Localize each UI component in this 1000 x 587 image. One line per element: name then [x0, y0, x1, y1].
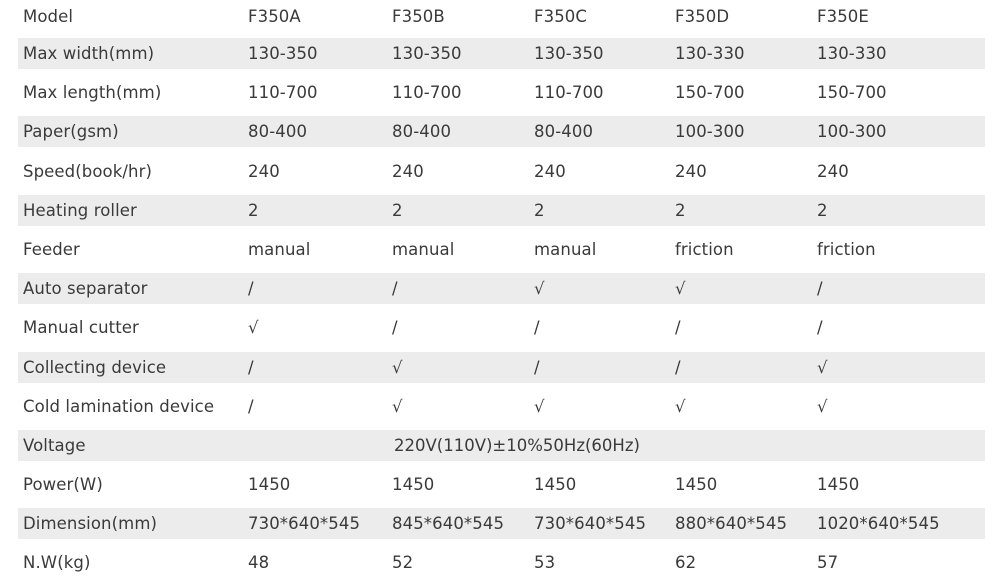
table-cell: 130-330 [675, 44, 745, 63]
row-label: Speed(book/hr) [23, 161, 153, 181]
table-cell: 150-700 [675, 83, 745, 103]
header-model-f350a: F350A [248, 7, 301, 26]
table-cell: 240 [534, 161, 566, 181]
table-row-feeder [18, 234, 985, 265]
table-row-collecting-device [18, 352, 985, 383]
table-cell: 80-400 [392, 122, 452, 142]
table-cell: friction [675, 239, 734, 259]
table-row-net-weight [18, 547, 985, 578]
table-cell: √ [675, 396, 686, 416]
spec-table [18, 0, 985, 587]
table-cell: 110-700 [248, 83, 318, 103]
row-label: Max width(mm) [23, 44, 155, 63]
table-cell: √ [817, 396, 828, 416]
table-cell: manual [534, 239, 597, 259]
table-cell: 845*640*545 [392, 514, 505, 534]
table-row-voltage [18, 430, 985, 461]
table-cell: 130-350 [534, 44, 604, 63]
row-label: Voltage [23, 435, 86, 455]
table-cell: 100-300 [817, 122, 887, 142]
table-cell: 48 [248, 553, 270, 573]
table-cell: 2 [248, 200, 259, 220]
table-cell: 80-400 [248, 122, 308, 142]
table-cell: / [534, 357, 540, 377]
table-cell: 1450 [248, 475, 291, 495]
table-cell: 2 [675, 200, 686, 220]
table-cell: manual [392, 239, 455, 259]
header-model-f350e: F350E [817, 7, 869, 26]
table-cell: 110-700 [534, 83, 604, 103]
table-cell: / [248, 396, 254, 416]
table-header-row [18, 0, 985, 33]
table-cell-voltage-span: 220V(110V)±10%50Hz(60Hz) [394, 435, 640, 455]
header-label: Model [23, 7, 74, 26]
table-cell: 100-300 [675, 122, 745, 142]
table-row-heating-roller [18, 195, 985, 226]
table-cell: 240 [817, 161, 849, 181]
table-cell: 1450 [534, 475, 577, 495]
table-cell: / [392, 318, 398, 338]
table-cell: 1020*640*545 [817, 514, 940, 534]
row-label: Feeder [23, 239, 80, 259]
table-cell: 53 [534, 553, 556, 573]
table-cell: 1450 [675, 475, 718, 495]
table-cell: 2 [534, 200, 545, 220]
table-cell: 240 [675, 161, 707, 181]
table-cell: 110-700 [392, 83, 462, 103]
table-cell: 1450 [392, 475, 435, 495]
table-cell: / [817, 318, 823, 338]
table-cell: 62 [675, 553, 697, 573]
table-cell: √ [392, 396, 403, 416]
row-label: Manual cutter [23, 318, 139, 338]
table-cell: / [248, 357, 254, 377]
table-cell: 240 [248, 161, 280, 181]
row-label: Cold lamination device [23, 396, 215, 416]
row-label: Dimension(mm) [23, 514, 158, 534]
table-cell: 730*640*545 [534, 514, 647, 534]
header-model-f350c: F350C [534, 7, 588, 26]
table-cell: √ [248, 318, 259, 338]
table-cell: 52 [392, 553, 414, 573]
row-label: Power(W) [23, 475, 103, 495]
table-cell: / [534, 318, 540, 338]
table-cell: 240 [392, 161, 424, 181]
table-cell: / [392, 279, 398, 299]
table-row-paper [18, 116, 985, 147]
table-cell: 130-350 [392, 44, 462, 63]
row-label: Paper(gsm) [23, 122, 119, 142]
table-cell: / [248, 279, 254, 299]
table-row-auto-separator [18, 273, 985, 304]
table-cell: 130-350 [248, 44, 318, 63]
header-model-f350d: F350D [675, 7, 730, 26]
row-label: Collecting device [23, 357, 167, 377]
table-cell: 2 [817, 200, 828, 220]
table-cell: √ [534, 396, 545, 416]
table-cell: 150-700 [817, 83, 887, 103]
table-cell: 2 [392, 200, 403, 220]
row-label: Heating roller [23, 200, 137, 220]
table-cell: / [675, 357, 681, 377]
table-cell: √ [392, 357, 403, 377]
table-cell: √ [675, 279, 686, 299]
table-cell: friction [817, 239, 876, 259]
table-row-power [18, 469, 985, 500]
table-cell: 80-400 [534, 122, 594, 142]
table-row-speed [18, 156, 985, 187]
table-cell: 880*640*545 [675, 514, 788, 534]
table-cell: / [817, 279, 823, 299]
table-row-manual-cutter [18, 312, 985, 343]
table-row-cold-lamination [18, 391, 985, 422]
row-label: Auto separator [23, 279, 148, 299]
table-cell: √ [534, 279, 545, 299]
table-cell: manual [248, 239, 311, 259]
table-row-dimension [18, 508, 985, 539]
table-cell: / [675, 318, 681, 338]
table-cell: 57 [817, 553, 839, 573]
table-row-max-length [18, 77, 985, 108]
table-cell: 1450 [817, 475, 860, 495]
table-cell: 730*640*545 [248, 514, 361, 534]
table-cell: √ [817, 357, 828, 377]
table-cell: 130-330 [817, 44, 887, 63]
table-row-max-width [18, 38, 985, 69]
header-model-f350b: F350B [392, 7, 445, 26]
row-label: N.W(kg) [23, 553, 91, 573]
row-label: Max length(mm) [23, 83, 162, 103]
